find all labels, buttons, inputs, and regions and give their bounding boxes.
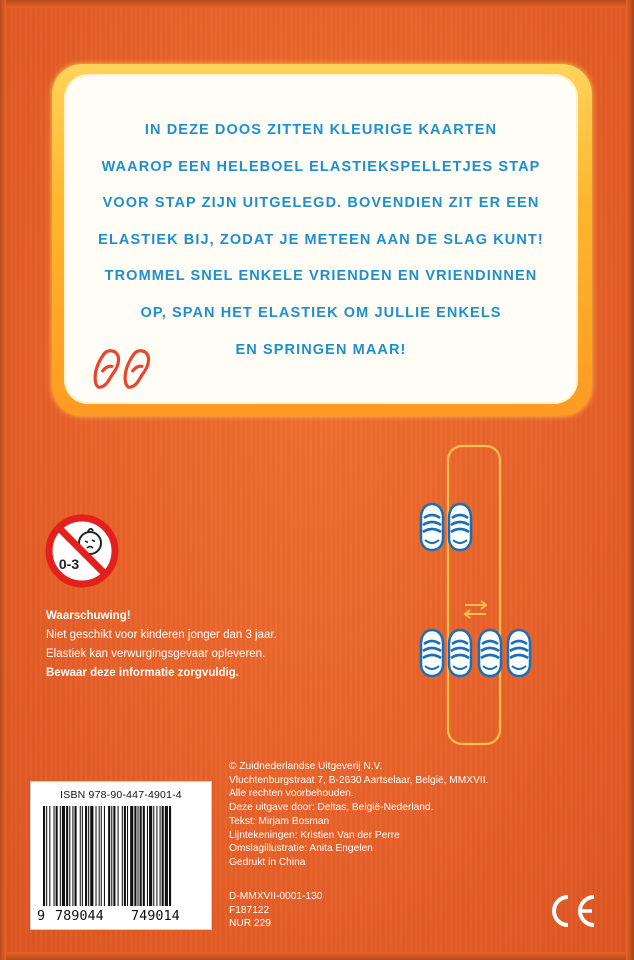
intro-text xyxy=(64,112,578,368)
code-line: D-MMXVII-0001-130 xyxy=(229,891,323,902)
shoe-icon xyxy=(421,630,443,676)
credit-line: Lijntekeningen: Kristien Van der Perre xyxy=(229,829,400,841)
ean-left-digits: 789044 xyxy=(55,908,104,924)
box-edge-top xyxy=(0,0,634,8)
red-shoes-icon xyxy=(90,346,156,390)
barcode-bar xyxy=(46,806,47,906)
credit-line: Vluchtenburgstraat 7, B-2630 Aartselaar, België, MMXVII. xyxy=(229,774,489,786)
shoe-icon xyxy=(449,630,471,676)
barcode-bar xyxy=(101,806,102,906)
barcode-bar xyxy=(56,806,58,906)
ean-first-digit: 9 xyxy=(37,908,46,924)
shoe-icon xyxy=(449,504,471,550)
product-codes xyxy=(229,890,429,931)
barcode-bar xyxy=(160,806,161,906)
barcode-bar xyxy=(113,806,115,906)
warning-line: Elastiek kan verwurgingsgevaar opleveren. xyxy=(46,648,266,660)
code-line: F187122 xyxy=(229,904,270,916)
box-edge-left xyxy=(0,0,6,960)
credit-line: Omslagillustratie: Anita Engelen xyxy=(229,843,373,855)
publisher-credits xyxy=(229,760,559,870)
barcode-bar xyxy=(49,806,50,906)
barcode-bar xyxy=(75,806,77,906)
barcode-bar xyxy=(111,806,112,906)
warning-line: Bewaar deze informatie zorgvuldig. xyxy=(46,667,239,679)
swap-arrows-icon xyxy=(465,601,486,618)
credit-line: Alle rechten voorbehouden. xyxy=(229,788,354,800)
shoe-icon xyxy=(479,630,501,676)
code-line: NUR 229 xyxy=(229,918,271,930)
jumping-diagram xyxy=(410,440,540,750)
ce-mark-icon xyxy=(548,893,600,929)
intro-line: VOOR STAP ZIJN UITGELEGD. BOVENDIEN ZIT ER EEN xyxy=(102,195,540,212)
barcode-bar xyxy=(62,806,65,906)
elastic-outline xyxy=(448,446,500,744)
barcode-bar xyxy=(82,806,83,906)
barcode-bar xyxy=(99,806,100,906)
age-restriction-icon xyxy=(44,513,120,589)
credit-line: © Zuidnederlandse Uitgeverij N.V. xyxy=(229,761,383,772)
barcode-bar xyxy=(149,806,152,906)
barcode-bar xyxy=(147,806,148,906)
safety-warning xyxy=(46,607,356,683)
barcode-bar xyxy=(96,806,97,906)
intro-line: TROMMEL SNEL ENKELE VRIENDEN EN VRIENDINNEN xyxy=(104,268,538,285)
age-label: 0-3 xyxy=(58,556,80,572)
barcode-label xyxy=(30,781,212,930)
barcode-bars xyxy=(41,806,207,906)
barcode-bar xyxy=(169,806,171,906)
credit-line: Tekst: Mirjam Bosman xyxy=(229,815,330,827)
shoe-icon xyxy=(421,504,443,550)
barcode-bar xyxy=(72,806,73,906)
box-edge-right xyxy=(626,0,634,960)
barcode-bar xyxy=(165,806,168,906)
barcode-bar xyxy=(130,806,133,906)
isbn-number: ISBN 978-90-447-4901-4 xyxy=(60,789,182,801)
barcode-bar xyxy=(80,806,81,906)
credit-line: Gedrukt in China xyxy=(229,856,306,868)
barcode-bar xyxy=(69,806,70,906)
barcode-bar xyxy=(60,806,61,906)
barcode-bar xyxy=(104,806,105,906)
barcode-bar xyxy=(122,806,123,906)
barcode-bar xyxy=(134,806,136,906)
barcode-bar xyxy=(54,806,55,906)
barcode-bar xyxy=(124,806,126,906)
barcode-bar xyxy=(127,806,128,906)
intro-line: EN SPRINGEN MAAR! xyxy=(235,341,407,358)
barcode-bar xyxy=(118,806,119,906)
barcode-bar xyxy=(43,806,45,906)
warning-title: Waarschuwing! xyxy=(46,610,131,622)
barcode-bar xyxy=(85,806,87,906)
warning-line: Niet geschikt voor kinderen jonger dan 3 jaar. xyxy=(46,629,277,641)
barcode-bar xyxy=(153,806,154,906)
barcode-bar xyxy=(162,806,164,906)
barcode-bar xyxy=(88,806,89,906)
box-edge-bottom xyxy=(0,952,634,960)
barcode-bar xyxy=(66,806,68,906)
credit-line: Deze uitgave door: Deltas, België-Nederland. xyxy=(229,802,434,814)
barcode-bar xyxy=(156,806,157,906)
intro-line: IN DEZE DOOS ZITTEN KLEURIGE KAARTEN xyxy=(144,122,498,138)
intro-line: WAAROP EEN HELEBOEL ELASTIEKSPELLETJES STAP xyxy=(101,158,541,175)
barcode-bar xyxy=(108,806,110,906)
ean-right-digits: 749014 xyxy=(131,908,180,924)
barcode-bar xyxy=(143,806,145,906)
intro-line: OP, SPAN HET ELASTIEK OM JULLIE ENKELS xyxy=(140,304,502,321)
ean-digits xyxy=(33,906,211,926)
shoe-icon xyxy=(508,630,530,676)
barcode-bar xyxy=(140,806,142,906)
barcode-bar xyxy=(90,806,93,906)
barcode-bar xyxy=(138,806,139,906)
intro-line: ELASTIEK BIJ, ZODAT JE METEEN AAN DE SLAG KUNT! xyxy=(98,231,544,248)
